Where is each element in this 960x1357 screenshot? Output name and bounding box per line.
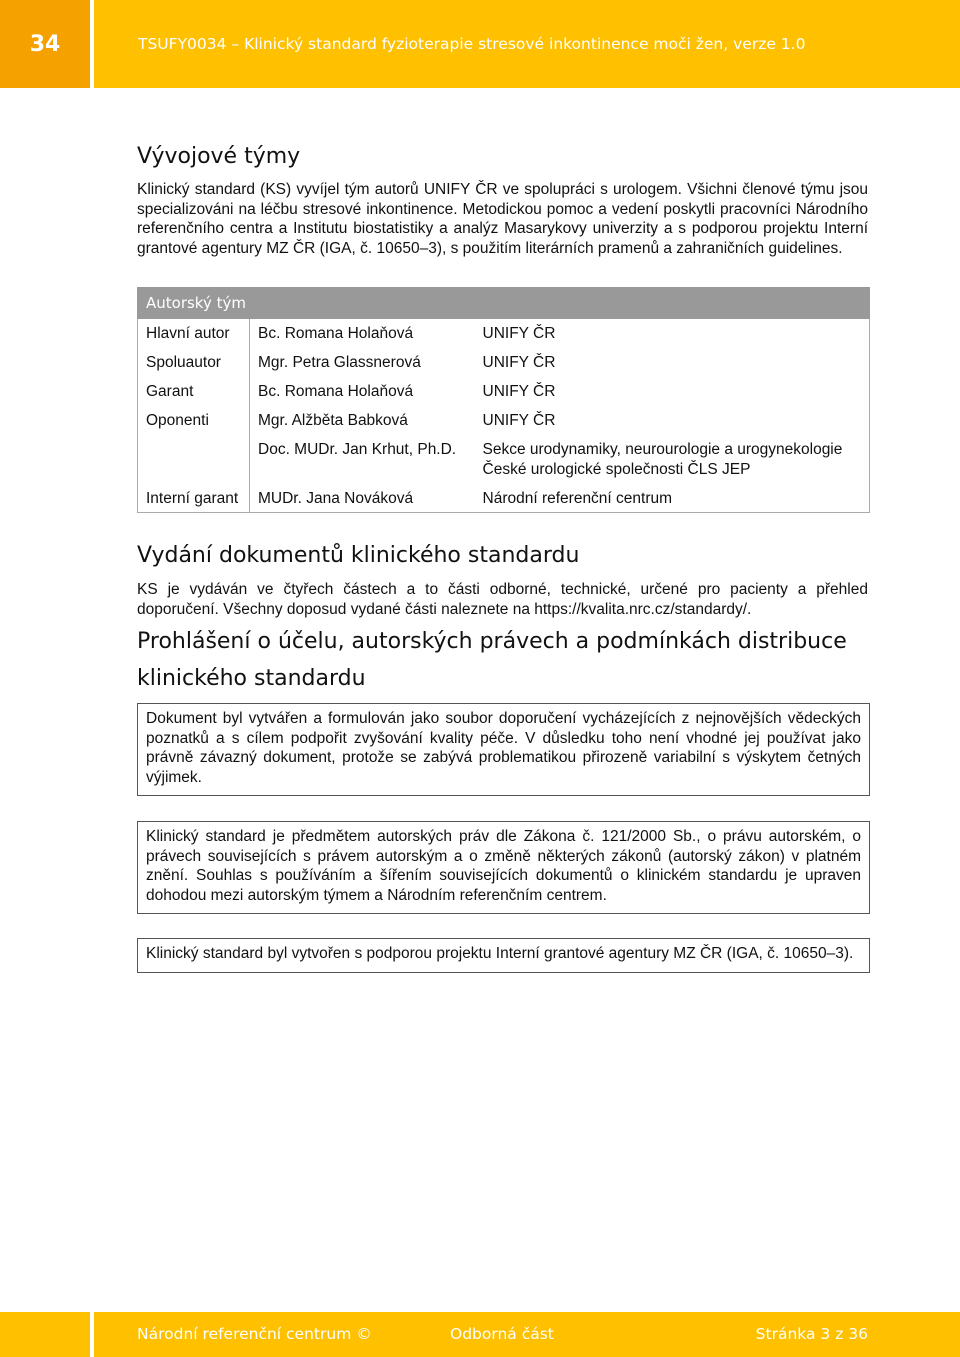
section-heading-development-teams: Vývojové týmy [137, 144, 301, 169]
publication-paragraph: KS je vydáván ve čtyřech částech a to části odborné, technické, určené pro pacienty a přehled doporučení. Všechny doposud vydané části naleznete na https://kvalita.nrc.cz/standardy/. [137, 581, 868, 618]
name-cell: MUDr. Jana Nováková [250, 484, 475, 513]
name-cell: Bc. Romana Holaňová [250, 319, 475, 348]
organization-cell: UNIFY ČR [475, 319, 870, 348]
table-row [138, 319, 870, 348]
development-teams-paragraph: Klinický standard (KS) vyvíjel tým autorů UNIFY ČR ve spolupráci s urologem. Všichni členové týmu jsou specializováni na léčbu stresové inkontinence. Metodickou pomoc a vedení poskytli pracovníci Národního referenčního centra a Institutu biostatistiky a analýz Masarykovy univerzity a s podporou projektu Interní grantové agentury MZ ČR (IGA, č. 10650–3), s použitím literárních pramenů a zahraničních guidelines. [137, 181, 868, 257]
declaration-box-purpose: Dokument byl vytvářen a formulován jako soubor doporučení vycházejících z nejnovějších vědeckých poznatků a s cílem podpořit zvyšování kvality péče. V důsledku toho není vhodné jej používat jako právně závazný dokument, protože se zabývá problematikou přirozeně variabilní s výskytem četných výjimek. [137, 703, 870, 796]
name-cell: Bc. Romana Holaňová [250, 377, 475, 406]
name-cell: Doc. MUDr. Jan Krhut, Ph.D. [250, 435, 475, 484]
author-team-table [137, 287, 870, 513]
table-row [138, 377, 870, 406]
footer-organization: Národní referenční centrum © [137, 1325, 372, 1343]
organization-cell: UNIFY ČR [475, 348, 870, 377]
table-row [138, 406, 870, 435]
footer-block [0, 1312, 90, 1357]
footer-section: Odborná část [450, 1325, 554, 1343]
section-heading-declaration-continued: klinického standardu [137, 666, 366, 691]
table-row [138, 348, 870, 377]
organization-cell: UNIFY ČR [475, 377, 870, 406]
table-row [138, 435, 870, 484]
section-heading-publication: Vydání dokumentů klinického standardu [137, 543, 580, 568]
document-footer [94, 1312, 960, 1357]
document-title: TSUFY0034 – Klinický standard fyzioterapie stresové inkontinence moči žen, verze 1.0 [138, 35, 806, 53]
page-number: 34 [0, 0, 90, 88]
footer-page-indicator: Stránka 3 z 36 [755, 1325, 868, 1343]
role-cell: Spoluautor [138, 348, 250, 377]
declaration-box-funding: Klinický standard byl vytvořen s podporou projektu Interní grantové agentury MZ ČR (IGA, č. 10650–3). [137, 938, 870, 973]
declaration-box-copyright: Klinický standard je předmětem autorských práv dle Zákona č. 121/2000 Sb., o právu autorském, o právech souvisejících s právem autorským a o změně některých zákonů (autorský zákon) v platném znění. Souhlas s používáním a šířením souvisejících dokumentů o klinickém standardu je upraven dohodou mezi autorským týmem a Národním referenčním centrem. [137, 821, 870, 914]
role-cell: Interní garant [138, 484, 250, 513]
role-cell: Garant [138, 377, 250, 406]
name-cell: Mgr. Alžběta Babková [250, 406, 475, 435]
section-heading-declaration: Prohlášení o účelu, autorských právech a podmínkách distribuce [137, 629, 847, 654]
role-cell: Hlavní autor [138, 319, 250, 348]
name-cell: Mgr. Petra Glassnerová [250, 348, 475, 377]
document-header [94, 0, 960, 88]
organization-cell: Sekce urodynamiky, neurourologie a urogynekologie České urologické společnosti ČLS JEP [475, 435, 870, 484]
role-cell [138, 435, 250, 484]
organization-cell: Národní referenční centrum [475, 484, 870, 513]
role-cell: Oponenti [138, 406, 250, 435]
organization-cell: UNIFY ČR [475, 406, 870, 435]
table-row [138, 484, 870, 513]
author-team-table-header: Autorský tým [138, 288, 870, 319]
